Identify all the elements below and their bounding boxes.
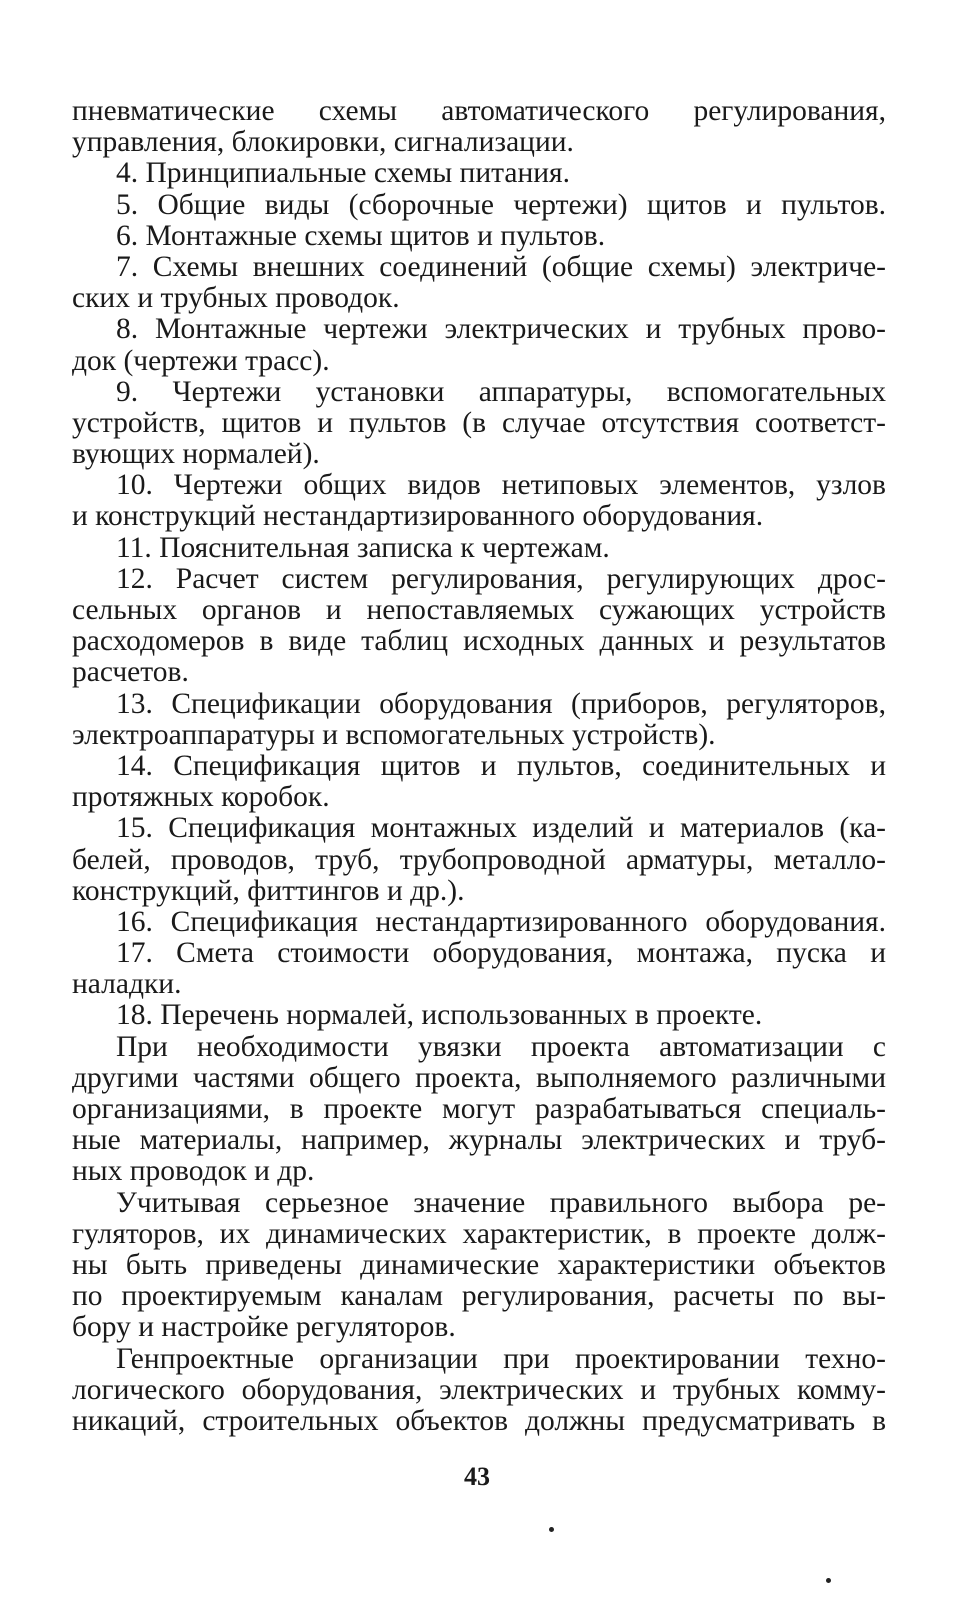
text-line: ских и трубных проводок. <box>72 282 400 315</box>
page-body-text <box>72 96 886 1437</box>
text-line: устройств, щитов и пультов (в случае отсутствия соответст- <box>72 406 886 439</box>
text-line: 4. Принципиальные схемы питания. <box>116 157 570 190</box>
print-speck <box>549 1527 554 1532</box>
print-speck <box>826 1578 831 1583</box>
text-line: электроаппаратуры и вспомогательных устройств). <box>72 718 716 751</box>
text-line: При необходимости увязки проекта автоматизации с <box>116 1030 886 1063</box>
text-line: 10. Чертежи общих видов нетиповых элементов, узлов <box>116 469 886 502</box>
text-line: управления, блокировки, сигнализации. <box>72 126 574 159</box>
text-line: 6. Монтажные схемы щитов и пультов. <box>116 219 606 252</box>
text-line: 8. Монтажные чертежи электрических и трубных прово- <box>116 313 886 346</box>
text-line: протяжных коробок. <box>72 781 330 814</box>
text-line: гуляторов, их динамических характеристик, в проекте долж- <box>72 1217 886 1250</box>
text-line: и конструкций нестандартизированного оборудования. <box>72 500 764 533</box>
text-line: 17. Смета стоимости оборудования, монтажа, пуска и <box>116 937 886 970</box>
page-number: 43 <box>464 1462 490 1491</box>
text-line: 12. Расчет систем регулирования, регулирующих дрос- <box>116 562 886 595</box>
text-line: логического оборудования, электрических и трубных комму- <box>72 1373 886 1406</box>
text-line: ные материалы, например, журналы электрических и труб- <box>72 1124 886 1157</box>
text-line: 15. Спецификация монтажных изделий и материалов (ка- <box>116 812 886 845</box>
text-line: 11. Пояснительная записка к чертежам. <box>116 531 610 564</box>
text-line: наладки. <box>72 968 182 1001</box>
text-line: пневматические схемы автоматического регулирования, <box>72 95 886 127</box>
text-line: 7. Схемы внешних соединений (общие схемы) электриче- <box>116 250 886 283</box>
text-line: организациями, в проекте могут разрабатываться специаль- <box>72 1093 886 1125</box>
text-line: док (чертежи трасс). <box>72 344 330 377</box>
text-line: ных проводок и др. <box>72 1155 315 1188</box>
text-line: конструкций, фиттингов и др.). <box>72 874 465 907</box>
text-line: 5. Общие виды (сборочные чертежи) щитов и пультов. <box>116 188 886 221</box>
text-line: расходомеров в виде таблиц исходных данных и результатов <box>72 625 886 658</box>
text-line: расчетов. <box>72 656 189 689</box>
text-line: бору и настройке регуляторов. <box>72 1311 456 1344</box>
text-line: 14. Спецификация щитов и пультов, соединительных и <box>116 749 886 782</box>
text-line: другими частями общего проекта, выполняемого различными <box>72 1061 886 1094</box>
text-line: 16. Спецификация нестандартизированного оборудования. <box>116 905 886 938</box>
text-line: Генпроектные организации при проектировании техно- <box>116 1342 886 1375</box>
text-line: по проектируемым каналам регулирования, расчеты по вы- <box>72 1280 886 1313</box>
text-line: 13. Спецификации оборудования (приборов, регуляторов, <box>116 687 886 720</box>
text-line: Учитывая серьезное значение правильного выбора ре- <box>116 1186 886 1219</box>
text-line: 18. Перечень нормалей, использованных в проекте. <box>116 999 763 1032</box>
text-line: никаций, строительных объектов должны предусматривать в <box>72 1404 886 1437</box>
text-line: ны быть приведены динамические характеристики объектов <box>72 1248 886 1281</box>
text-line: сельных органов и непоставляемых сужающих устройств <box>72 594 886 626</box>
text-line: 9. Чертежи установки аппаратуры, вспомогательных <box>116 375 886 408</box>
text-line: белей, проводов, труб, трубопроводной арматуры, металло- <box>72 843 886 876</box>
text-line: вующих нормалей). <box>72 438 320 471</box>
